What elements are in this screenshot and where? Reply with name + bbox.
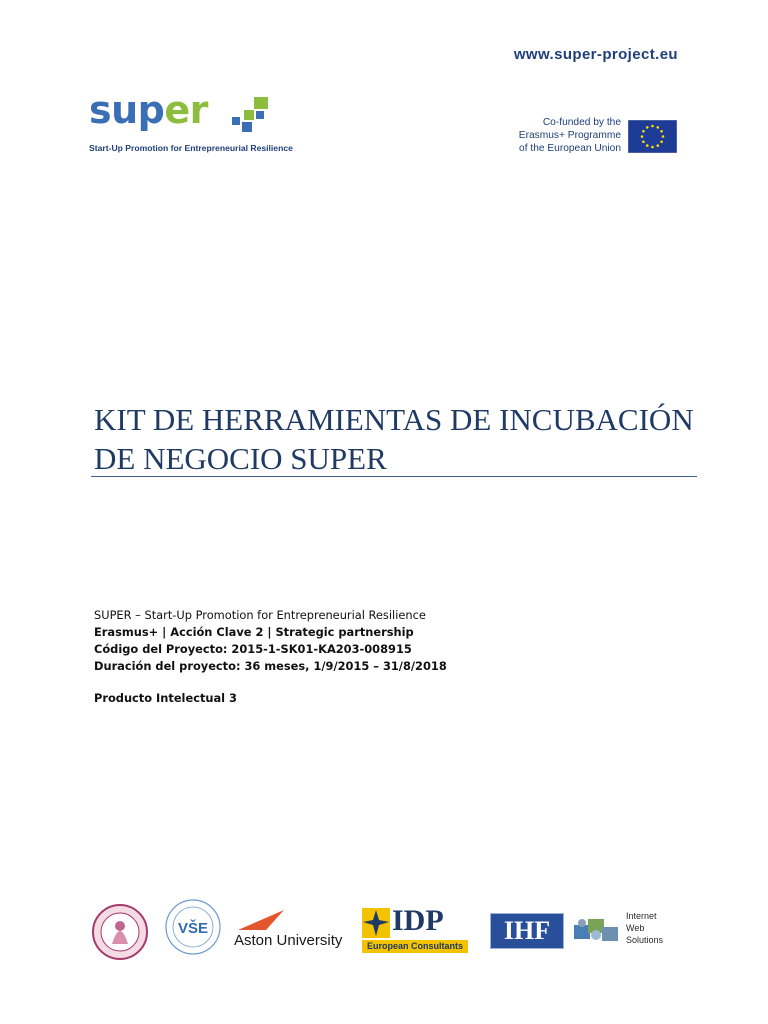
eu-star-icon xyxy=(646,144,649,147)
document-title-line1: KIT DE HERRAMIENTAS DE INCUBACIÓN xyxy=(94,402,694,437)
eu-star-icon xyxy=(662,135,665,138)
eu-star-icon xyxy=(660,130,663,133)
partner-internet-web-solutions-logo xyxy=(572,910,664,950)
project-code: Código del Proyecto: 2015-1-SK01-KA203-008915 xyxy=(94,642,412,656)
eu-star-icon xyxy=(642,140,645,143)
super-logo-squares-icon xyxy=(232,97,270,133)
eu-star-icon xyxy=(651,146,654,149)
aston-university-text: Aston University xyxy=(234,932,343,949)
eu-star-icon xyxy=(646,126,649,129)
eu-star-icon xyxy=(641,135,644,138)
iws-text: Internet Web Solutions xyxy=(626,911,664,945)
eu-star-icon xyxy=(642,130,645,133)
eu-star-icon xyxy=(656,126,659,129)
super-logo-tagline: Start-Up Promotion for Entrepreneurial Resilience xyxy=(89,143,293,153)
eu-star-icon xyxy=(651,125,654,128)
programme-line: Erasmus+ | Acción Clave 2 | Strategic partnership xyxy=(94,625,414,639)
eu-star-icon xyxy=(656,144,659,147)
partner-vse-prague-logo xyxy=(164,897,222,957)
eu-flag-icon xyxy=(628,120,677,153)
partner-ihf-logo xyxy=(490,913,564,949)
aston-swoosh-icon xyxy=(236,908,286,930)
partner-aston-university-logo xyxy=(234,908,354,954)
intellectual-output: Producto Intelectual 3 xyxy=(94,691,237,705)
website-url: www.super-project.eu xyxy=(513,46,678,63)
ihf-text: IHF xyxy=(503,916,551,945)
eu-cofunding-text: Co-funded by the Erasmus+ Programme of the European Union xyxy=(518,117,621,154)
puzzle-pieces-icon xyxy=(572,913,626,947)
svg-text:VŠE: VŠE xyxy=(177,920,209,937)
idp-subtitle: European Consultants xyxy=(362,940,468,953)
eu-cofunding-block xyxy=(515,112,680,156)
document-title-line2: DE NEGOCIO SUPER xyxy=(94,441,387,476)
idp-star-icon xyxy=(362,908,390,938)
super-logo xyxy=(89,88,293,156)
document-title xyxy=(94,400,694,478)
partner-comenius-university-logo xyxy=(92,904,148,960)
project-name: SUPER – Start-Up Promotion for Entrepreneurial Resilience xyxy=(94,608,426,622)
idp-text: IDP xyxy=(392,904,444,937)
super-logo-wordmark: super xyxy=(89,88,208,132)
project-info xyxy=(94,607,447,675)
project-duration: Duración del proyecto: 36 meses, 1/9/2015 – 31/8/2018 xyxy=(94,659,447,673)
partner-idp-logo xyxy=(360,904,470,954)
title-divider xyxy=(91,476,697,477)
eu-star-icon xyxy=(660,140,663,143)
